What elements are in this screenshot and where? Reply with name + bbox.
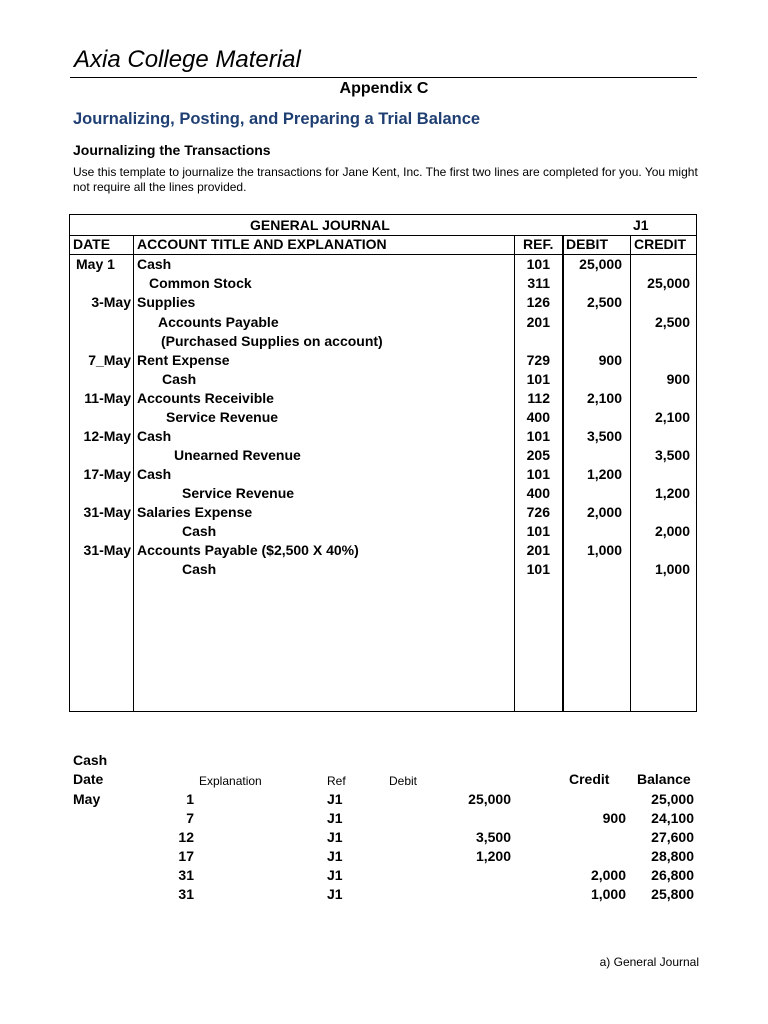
journal-ref: 400	[526, 485, 550, 501]
ledger-ref: J1	[327, 829, 343, 845]
journal-account: Cash	[182, 561, 217, 577]
ledger-ref: J1	[327, 810, 343, 826]
ledger-balance: 24,100	[651, 810, 694, 826]
journal-page: J1	[633, 217, 649, 233]
journal-date: 31-May	[83, 504, 131, 520]
ledger-month: May	[73, 791, 101, 807]
journal-ref: 726	[526, 504, 550, 520]
column-header-credit: CREDIT	[634, 236, 687, 252]
journal-date: 3-May	[91, 294, 131, 310]
journal-ref: 729	[526, 352, 550, 368]
journal-account: Service Revenue	[182, 485, 295, 501]
appendix-label: Appendix C	[339, 80, 429, 97]
ledger-header-balance: Balance	[637, 771, 691, 787]
journal-credit: 2,000	[654, 523, 690, 539]
journal-credit: 3,500	[654, 447, 690, 463]
ledger-header-credit: Credit	[569, 771, 610, 787]
ledger-debit: 3,500	[475, 829, 511, 845]
journal-ref: 126	[526, 294, 550, 310]
journal-account: Accounts Receivible	[137, 390, 274, 406]
column-header-date: DATE	[73, 236, 111, 252]
journal-title: GENERAL JOURNAL	[250, 217, 390, 233]
ledger-header-debit: Debit	[389, 774, 418, 788]
journal-debit: 1,000	[586, 542, 622, 558]
journal-account: Cash	[182, 523, 217, 539]
journal-account: Cash	[162, 371, 197, 387]
ledger-account-title: Cash	[73, 752, 108, 768]
ledger-header-date: Date	[73, 771, 104, 787]
journal-ref: 101	[526, 371, 550, 387]
journal-account: Accounts Payable	[158, 314, 279, 330]
journal-debit: 2,100	[586, 390, 622, 406]
journal-date: 7_May	[88, 352, 131, 368]
ledger-ref: J1	[327, 848, 343, 864]
journal-account: Salaries Expense	[137, 504, 253, 520]
ledger-ref: J1	[327, 886, 343, 902]
journal-debit: 900	[598, 352, 622, 368]
journal-account: Cash	[137, 466, 172, 482]
journal-account: Cash	[137, 428, 172, 444]
journal-ref: 311	[527, 275, 550, 291]
column-header-account: ACCOUNT TITLE AND EXPLANATION	[137, 236, 387, 252]
journal-debit: 25,000	[579, 256, 622, 272]
journal-account: Common Stock	[149, 275, 252, 291]
journal-ref: 112	[527, 390, 550, 406]
journal-ref: 201	[526, 314, 550, 330]
journal-date: 17-May	[83, 466, 131, 482]
ledger-balance: 28,800	[651, 848, 694, 864]
journal-date: May 1	[76, 256, 115, 272]
journal-account: Rent Expense	[137, 352, 230, 368]
journal-ref: 201	[526, 542, 550, 558]
ledger-debit: 25,000	[468, 791, 511, 807]
journal-account: Supplies	[137, 294, 196, 310]
ledger-header-explanation: Explanation	[199, 774, 262, 788]
journal-ref: 101	[526, 428, 550, 444]
journal-date: 12-May	[83, 428, 131, 444]
ledger-day: 12	[178, 829, 194, 845]
journal-account: Cash	[137, 256, 172, 272]
column-header-ref: REF.	[523, 236, 554, 252]
footer-note: a) General Journal	[599, 955, 699, 969]
ledger-ref: J1	[327, 867, 343, 883]
ledger-day: 17	[178, 848, 194, 864]
sub-title: Journalizing the Transactions	[73, 142, 271, 158]
ledger-day: 1	[186, 791, 194, 807]
section-title: Journalizing, Posting, and Preparing a Trial Balance	[73, 110, 481, 128]
ledger-credit: 1,000	[590, 886, 626, 902]
ledger-day: 7	[186, 810, 194, 826]
journal-ref: 205	[526, 447, 550, 463]
column-header-debit: DEBIT	[566, 236, 608, 252]
ledger-debit: 1,200	[475, 848, 511, 864]
ledger-ref: J1	[327, 791, 343, 807]
ledger-balance: 25,000	[651, 791, 694, 807]
journal-debit: 3,500	[586, 428, 622, 444]
ledger-header-ref: Ref	[327, 774, 346, 788]
journal-credit: 25,000	[647, 275, 690, 291]
ledger-day: 31	[178, 867, 194, 883]
journal-debit: 1,200	[586, 466, 622, 482]
journal-account: Service Revenue	[166, 409, 279, 425]
journal-credit: 2,100	[654, 409, 690, 425]
journal-account: (Purchased Supplies on account)	[161, 333, 383, 349]
journal-ref: 101	[526, 523, 550, 539]
ledger-balance: 26,800	[651, 867, 694, 883]
ledger-balance: 25,800	[651, 886, 694, 902]
journal-debit: 2,500	[586, 294, 622, 310]
journal-credit: 1,200	[654, 485, 690, 501]
ledger-credit: 900	[602, 810, 626, 826]
journal-account: Unearned Revenue	[174, 447, 301, 463]
journal-date: 31-May	[83, 542, 131, 558]
ledger-credit: 2,000	[590, 867, 626, 883]
journal-ref: 101	[526, 256, 550, 272]
journal-ref: 400	[526, 409, 550, 425]
journal-date: 11-May	[84, 390, 131, 406]
journal-credit: 900	[666, 371, 690, 387]
journal-ref: 101	[526, 466, 550, 482]
ledger-day: 31	[178, 886, 194, 902]
document-header-title: Axia College Material	[74, 46, 301, 73]
ledger-balance: 27,600	[651, 829, 694, 845]
journal-account: Accounts Payable ($2,500 X 40%)	[137, 542, 359, 558]
instructions-text: Use this template to journalize the transactions for Jane Kent, Inc. The first two lines are completed for you. You might not require all the lines provided.	[73, 165, 698, 194]
journal-ref: 101	[526, 561, 550, 577]
journal-credit: 2,500	[654, 314, 690, 330]
journal-credit: 1,000	[654, 561, 690, 577]
journal-debit: 2,000	[586, 504, 622, 520]
